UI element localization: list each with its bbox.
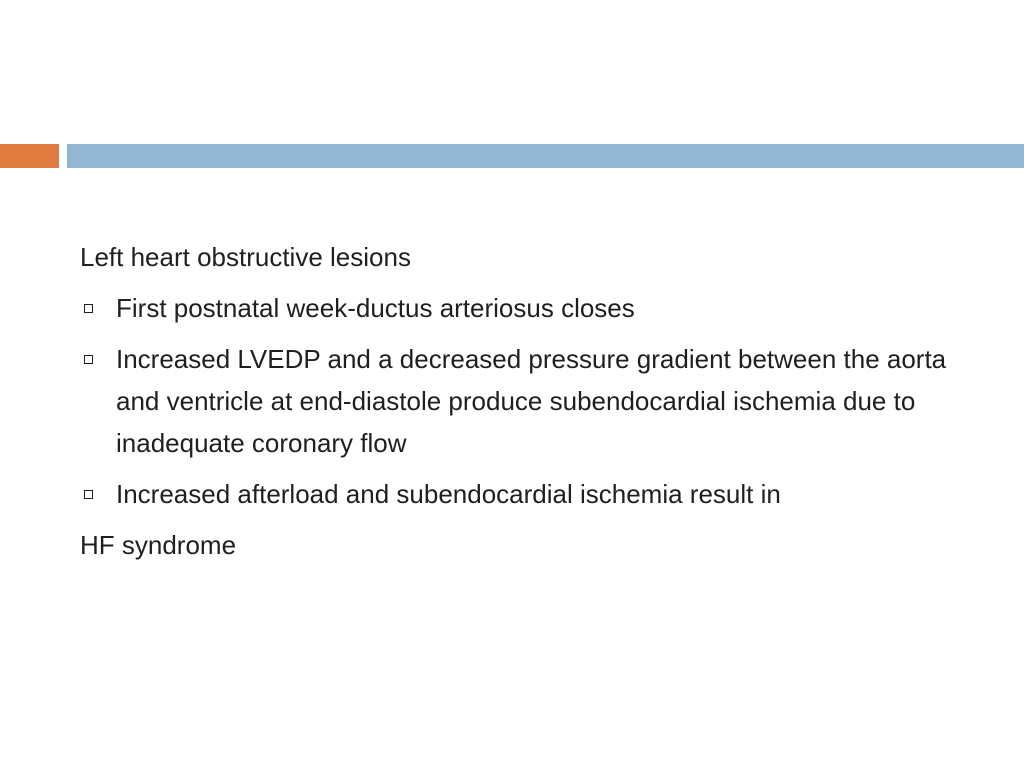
bullet-text: Increased afterload and subendocardial ischemia result in	[116, 479, 781, 509]
bullet-text: First postnatal week-ductus arteriosus closes	[116, 293, 635, 323]
bullet-item	[80, 473, 980, 515]
closing-line: HF syndrome	[80, 530, 237, 560]
bullet-text: Increased LVEDP and a decreased pressure gradient between the aorta and ventricle at end-diastole produce subendocardial ischemia due to inadequate coronary flow	[116, 344, 947, 458]
heading-line: Left heart obstructive lesions	[80, 242, 411, 272]
square-bullet-icon	[84, 355, 93, 364]
title-accent-bar	[0, 144, 59, 168]
bullet-item	[80, 338, 980, 464]
square-bullet-icon	[84, 304, 93, 313]
title-divider-bar	[67, 144, 1024, 168]
slide-body	[80, 236, 980, 575]
bullet-item	[80, 287, 980, 329]
square-bullet-icon	[84, 490, 93, 499]
